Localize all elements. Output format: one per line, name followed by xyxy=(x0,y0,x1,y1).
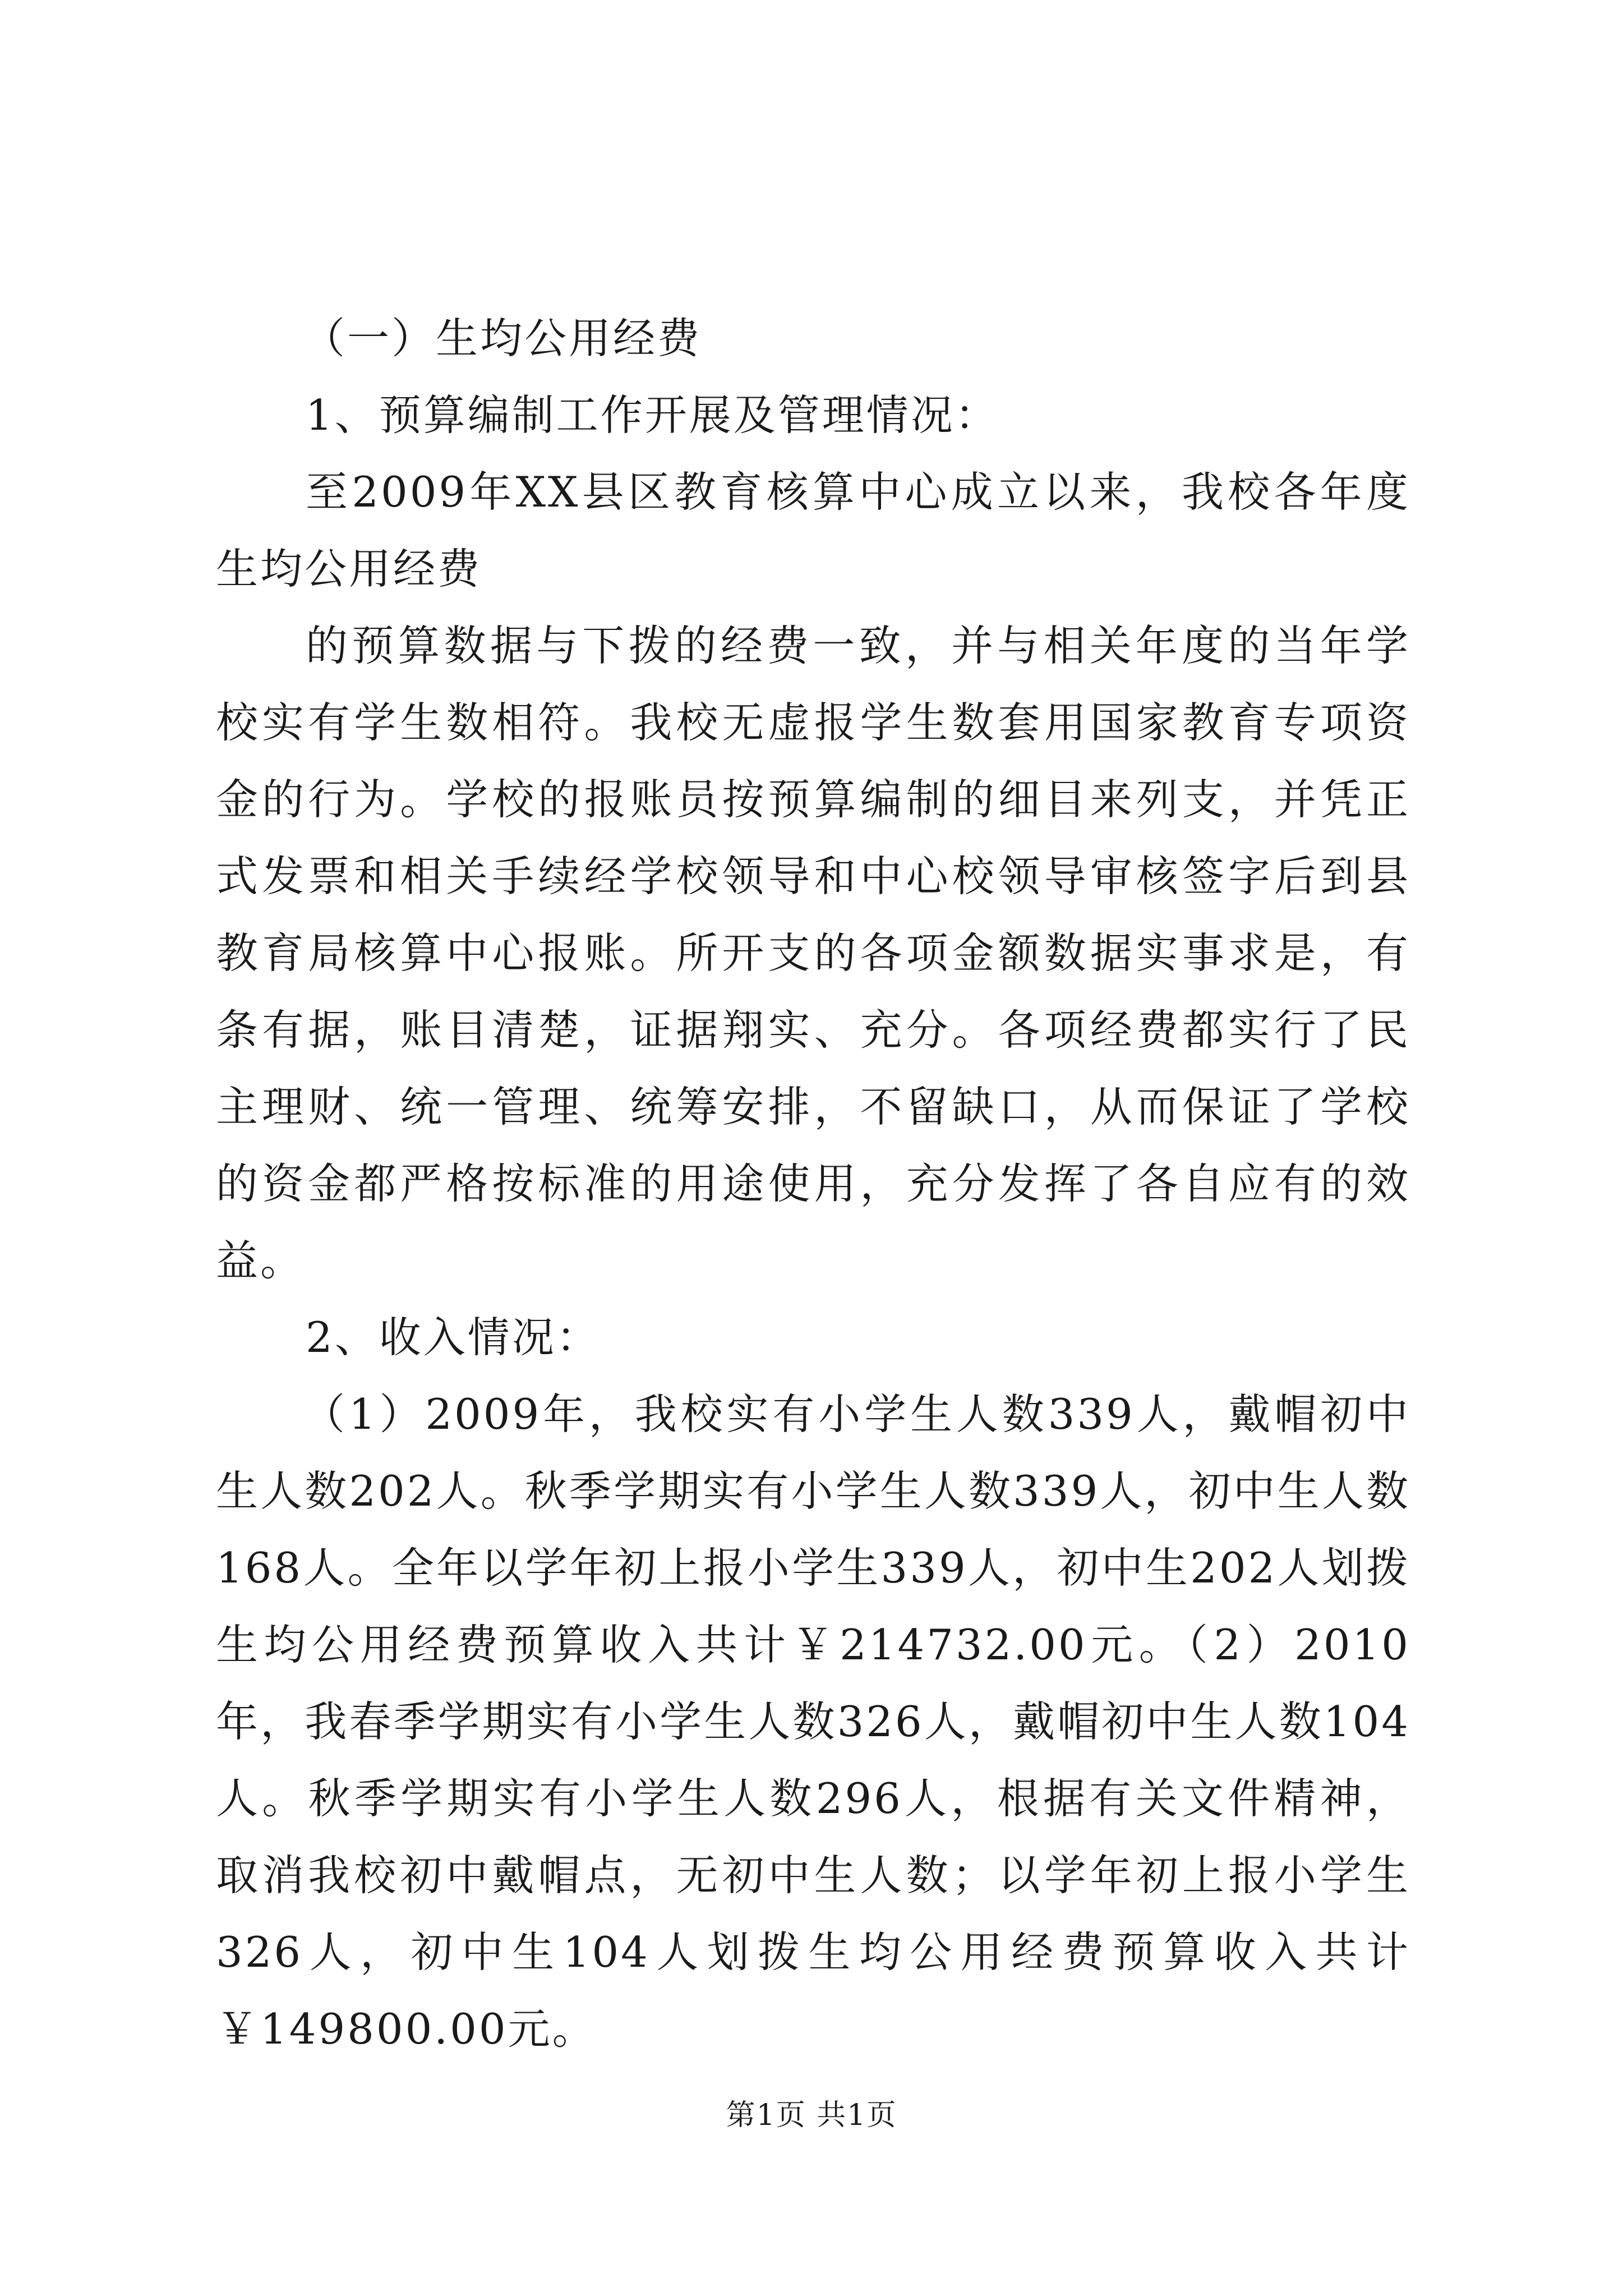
document-body xyxy=(216,300,1410,2068)
paragraph-2: 的预算数据与下拨的经费一致，并与相关年度的当年学校实有学生数相符。我校无虚报学生数套用国家教育专项资金的行为。学校的报账员按预算编制的细目来列支，并凭正式发票和相关手续经学校领导和中心校领导审核签字后到县教育局核算中心报账。所开支的各项金额数据实事求是，有条有据，账目清楚，证据翔实、充分。各项经费都实行了民主理财、统一管理、统筹安排，不留缺口，从而保证了学校的资金都严格按标准的用途使用，充分发挥了各自应有的效益。 xyxy=(216,621,1410,1285)
paragraph-3: （1）2009年，我校实有小学生人数339人，戴帽初中生人数202人。秋季学期实有小学生人数339人，初中生人数168人。全年以学年初上报小学生339人，初中生202人划拨生均公用经费预算收入共计￥214732.00元。（2）2010年，我春季学期实有小学生人数326人，戴帽初中生人数104人。秋季学期实有小学生人数296人，根据有关文件精神，取消我校初中戴帽点，无初中生人数；以学年初上报小学生326人，初中生104人划拨生均公用经费预算收入共计￥149800.00元。 xyxy=(216,1389,1410,2054)
paragraph-1: 至2009年XX县区教育核算中心成立以来，我校各年度生均公用经费 xyxy=(216,467,1410,593)
page-footer: 第1页 共1页 xyxy=(726,2099,897,2132)
item2-heading: 2、收入情况： xyxy=(306,1313,601,1362)
item1-heading: 1、预算编制工作开展及管理情况： xyxy=(306,390,999,440)
section-heading: （一）生均公用经费 xyxy=(303,314,702,363)
